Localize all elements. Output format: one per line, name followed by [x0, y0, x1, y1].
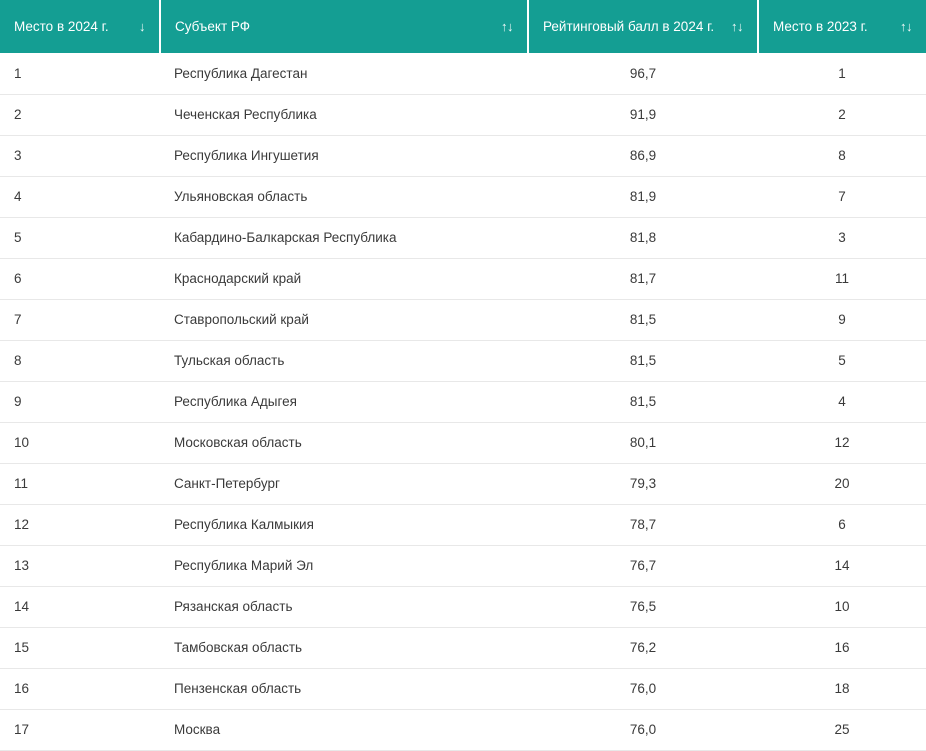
table-row — [0, 709, 926, 750]
table-row — [0, 463, 926, 504]
cell-place-2023: 3 — [758, 217, 926, 258]
cell-place-2023: 8 — [758, 135, 926, 176]
column-header-place-2024[interactable] — [0, 0, 160, 53]
cell-place-2023: 10 — [758, 586, 926, 627]
cell-place-2023: 5 — [758, 340, 926, 381]
cell-place-2024: 14 — [0, 586, 160, 627]
cell-place-2024: 4 — [0, 176, 160, 217]
cell-score-2024: 78,7 — [528, 504, 758, 545]
table-row — [0, 94, 926, 135]
cell-subject: Тульская область — [160, 340, 528, 381]
cell-score-2024: 76,2 — [528, 627, 758, 668]
table-row — [0, 586, 926, 627]
cell-place-2023: 1 — [758, 53, 926, 94]
cell-place-2024: 12 — [0, 504, 160, 545]
column-header-place-2023[interactable] — [758, 0, 926, 53]
table-row — [0, 668, 926, 709]
sort-toggle-icon[interactable]: ↑↓ — [501, 19, 513, 34]
table-row — [0, 53, 926, 94]
cell-subject: Кабардино-Балкарская Республика — [160, 217, 528, 258]
cell-place-2024: 6 — [0, 258, 160, 299]
table-row — [0, 422, 926, 463]
table-row — [0, 135, 926, 176]
column-header-label: Субъект РФ — [175, 19, 250, 34]
cell-subject: Республика Ингушетия — [160, 135, 528, 176]
cell-score-2024: 81,7 — [528, 258, 758, 299]
cell-subject: Республика Дагестан — [160, 53, 528, 94]
cell-place-2024: 7 — [0, 299, 160, 340]
cell-score-2024: 81,5 — [528, 381, 758, 422]
cell-score-2024: 91,9 — [528, 94, 758, 135]
cell-place-2023: 11 — [758, 258, 926, 299]
cell-subject: Чеченская Республика — [160, 94, 528, 135]
cell-place-2023: 25 — [758, 709, 926, 750]
cell-place-2024: 1 — [0, 53, 160, 94]
cell-place-2023: 18 — [758, 668, 926, 709]
sort-toggle-icon[interactable]: ↑↓ — [900, 19, 912, 34]
cell-place-2023: 6 — [758, 504, 926, 545]
cell-subject: Тамбовская область — [160, 627, 528, 668]
column-header-label: Место в 2024 г. — [14, 19, 109, 34]
table-header-row — [0, 0, 926, 53]
cell-subject: Краснодарский край — [160, 258, 528, 299]
cell-score-2024: 80,1 — [528, 422, 758, 463]
table-body — [0, 53, 926, 750]
cell-score-2024: 76,0 — [528, 709, 758, 750]
cell-subject: Пензенская область — [160, 668, 528, 709]
cell-subject: Рязанская область — [160, 586, 528, 627]
table-row — [0, 217, 926, 258]
cell-place-2024: 10 — [0, 422, 160, 463]
sort-toggle-icon[interactable]: ↑↓ — [731, 19, 743, 34]
table-row — [0, 340, 926, 381]
cell-place-2023: 14 — [758, 545, 926, 586]
cell-place-2024: 2 — [0, 94, 160, 135]
cell-place-2024: 3 — [0, 135, 160, 176]
cell-score-2024: 76,0 — [528, 668, 758, 709]
cell-place-2023: 2 — [758, 94, 926, 135]
cell-score-2024: 81,9 — [528, 176, 758, 217]
cell-score-2024: 86,9 — [528, 135, 758, 176]
cell-place-2024: 15 — [0, 627, 160, 668]
table-row — [0, 258, 926, 299]
cell-score-2024: 79,3 — [528, 463, 758, 504]
column-header-label: Рейтинговый балл в 2024 г. — [543, 19, 715, 34]
cell-place-2024: 16 — [0, 668, 160, 709]
cell-score-2024: 76,7 — [528, 545, 758, 586]
table-row — [0, 504, 926, 545]
cell-subject: Москва — [160, 709, 528, 750]
sort-descending-icon[interactable]: ↓ — [139, 19, 145, 34]
column-header-score-2024[interactable] — [528, 0, 758, 53]
cell-subject: Республика Калмыкия — [160, 504, 528, 545]
cell-place-2024: 17 — [0, 709, 160, 750]
cell-place-2024: 9 — [0, 381, 160, 422]
cell-subject: Московская область — [160, 422, 528, 463]
column-header-subject[interactable] — [160, 0, 528, 53]
cell-place-2024: 8 — [0, 340, 160, 381]
cell-subject: Санкт-Петербург — [160, 463, 528, 504]
cell-place-2023: 7 — [758, 176, 926, 217]
cell-place-2023: 12 — [758, 422, 926, 463]
table-row — [0, 299, 926, 340]
cell-place-2023: 4 — [758, 381, 926, 422]
cell-score-2024: 81,8 — [528, 217, 758, 258]
cell-place-2024: 11 — [0, 463, 160, 504]
cell-subject: Республика Адыгея — [160, 381, 528, 422]
cell-score-2024: 81,5 — [528, 299, 758, 340]
cell-score-2024: 76,5 — [528, 586, 758, 627]
cell-place-2023: 16 — [758, 627, 926, 668]
table-row — [0, 381, 926, 422]
cell-score-2024: 96,7 — [528, 53, 758, 94]
table-row — [0, 627, 926, 668]
column-header-label: Место в 2023 г. — [773, 19, 868, 34]
cell-subject: Ставропольский край — [160, 299, 528, 340]
cell-place-2024: 5 — [0, 217, 160, 258]
table-header — [0, 0, 926, 53]
cell-place-2023: 9 — [758, 299, 926, 340]
cell-place-2024: 13 — [0, 545, 160, 586]
table-row — [0, 176, 926, 217]
cell-place-2023: 20 — [758, 463, 926, 504]
table-row — [0, 545, 926, 586]
cell-subject: Республика Марий Эл — [160, 545, 528, 586]
cell-score-2024: 81,5 — [528, 340, 758, 381]
cell-subject: Ульяновская область — [160, 176, 528, 217]
